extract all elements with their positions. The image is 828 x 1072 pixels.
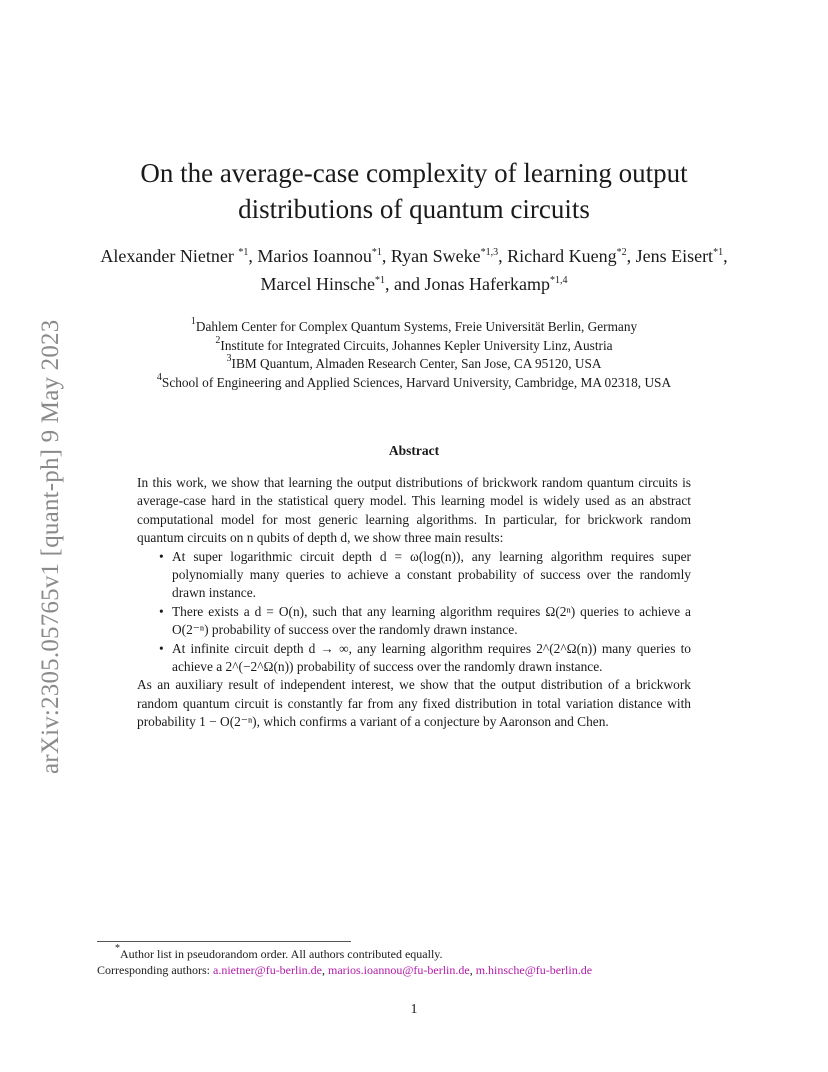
- abstract-body: [137, 474, 691, 732]
- affiliation: $^1$Dahlem Center for Complex Quantum Systems, Freie Universität Berlin, Germany: [190, 316, 638, 334]
- arxiv-side-stamp: arXiv:2305.05765v1 [quant-ph] 9 May 2023: [37, 319, 64, 774]
- author: Marios Ioannou$^{*1}$: [257, 246, 382, 266]
- paper-title: [0, 155, 828, 227]
- footnote-rule: [97, 941, 351, 942]
- corresponding-authors: Corresponding authors: a.nietner@fu-berlin.de, marios.ioannou@fu-berlin.de, m.hinsche@fu-berlin.de: [97, 963, 593, 977]
- abstract-intro: In this work, we show that learning the output distributions of brickwork random quantum circuits is average-case hard in the statistical query model. This learning model is widely used as an abstract computational model for most generic learning algorithms. In particular, for brickwork random quantum circuits on n qubits of depth d, we show three main results:: [137, 475, 691, 546]
- result-item: • At infinite circuit depth d → ∞, any learning algorithm requires 2^(2^Ω(n)) many queries to achieve a 2^(−2^Ω(n)) probability of success over the randomly drawn instance.: [159, 640, 691, 675]
- affiliation: $^2$Institute for Integrated Circuits, Johannes Kepler University Linz, Austria: [215, 334, 613, 353]
- abstract-outro: As an auxiliary result of independent interest, we show that the output distribution of a brickwork random quantum circuit is constantly far from any fixed distribution in total variation distance with probability 1 − O(2⁻ⁿ), which confirms a variant of a conjecture by Aaronson and Chen.: [137, 677, 691, 730]
- page-number: 1: [410, 1002, 418, 1017]
- title-line-2: distributions of quantum circuits: [238, 194, 590, 224]
- email-link[interactable]: marios.ioannou@fu-berlin.de: [328, 963, 470, 977]
- author: Jens Eisert$^{*1}$: [635, 246, 724, 266]
- footnote: *Author list in pseudorandom order. All authors contributed equally.: [115, 943, 443, 961]
- result-list: [137, 548, 691, 677]
- email-link[interactable]: a.nietner@fu-berlin.de: [213, 963, 323, 977]
- affiliation: $^3$IBM Quantum, Almaden Research Center, San Jose, CA 95120, USA: [226, 353, 602, 371]
- author: Alexander Nietner $^{*1}$: [100, 246, 249, 266]
- result-item: • There exists a d = O(n), such that any learning algorithm requires Ω(2ⁿ) queries to achieve a O(2⁻ⁿ) probability of success over the randomly drawn instance.: [159, 603, 691, 638]
- author: Marcel Hinsche$^{*1}$: [260, 274, 385, 294]
- title-line-1: On the average-case complexity of learning output: [140, 158, 688, 188]
- email-link[interactable]: m.hinsche@fu-berlin.de: [475, 963, 593, 977]
- author: Ryan Sweke$^{*1,3}$: [390, 246, 499, 266]
- abstract-heading: Abstract: [388, 443, 440, 458]
- affiliations: [0, 318, 828, 392]
- result-item: • At super logarithmic circuit depth d = ω(log(n)), any learning algorithm requires super polynomially many queries to achieve a constant probability of success over the randomly drawn instance.: [159, 548, 691, 601]
- author: Richard Kueng$^{*2}$: [507, 246, 627, 266]
- author: Jonas Haferkamp$^{*1,4}$: [424, 274, 568, 294]
- author-list: Alexander Nietner $^{*1}$, Marios Ioannou$^{*1}$, Ryan Sweke$^{*1,3}$, Richard Kueng$^{*2}$, Jens Eisert$^{*1}$, Marcel Hinsche$^{*1}$, and Jonas Haferkamp$^{*1,4}$: [100, 246, 728, 294]
- affiliation: $^4$School of Engineering and Applied Sciences, Harvard University, Cambridge, MA 02318, USA: [156, 371, 672, 390]
